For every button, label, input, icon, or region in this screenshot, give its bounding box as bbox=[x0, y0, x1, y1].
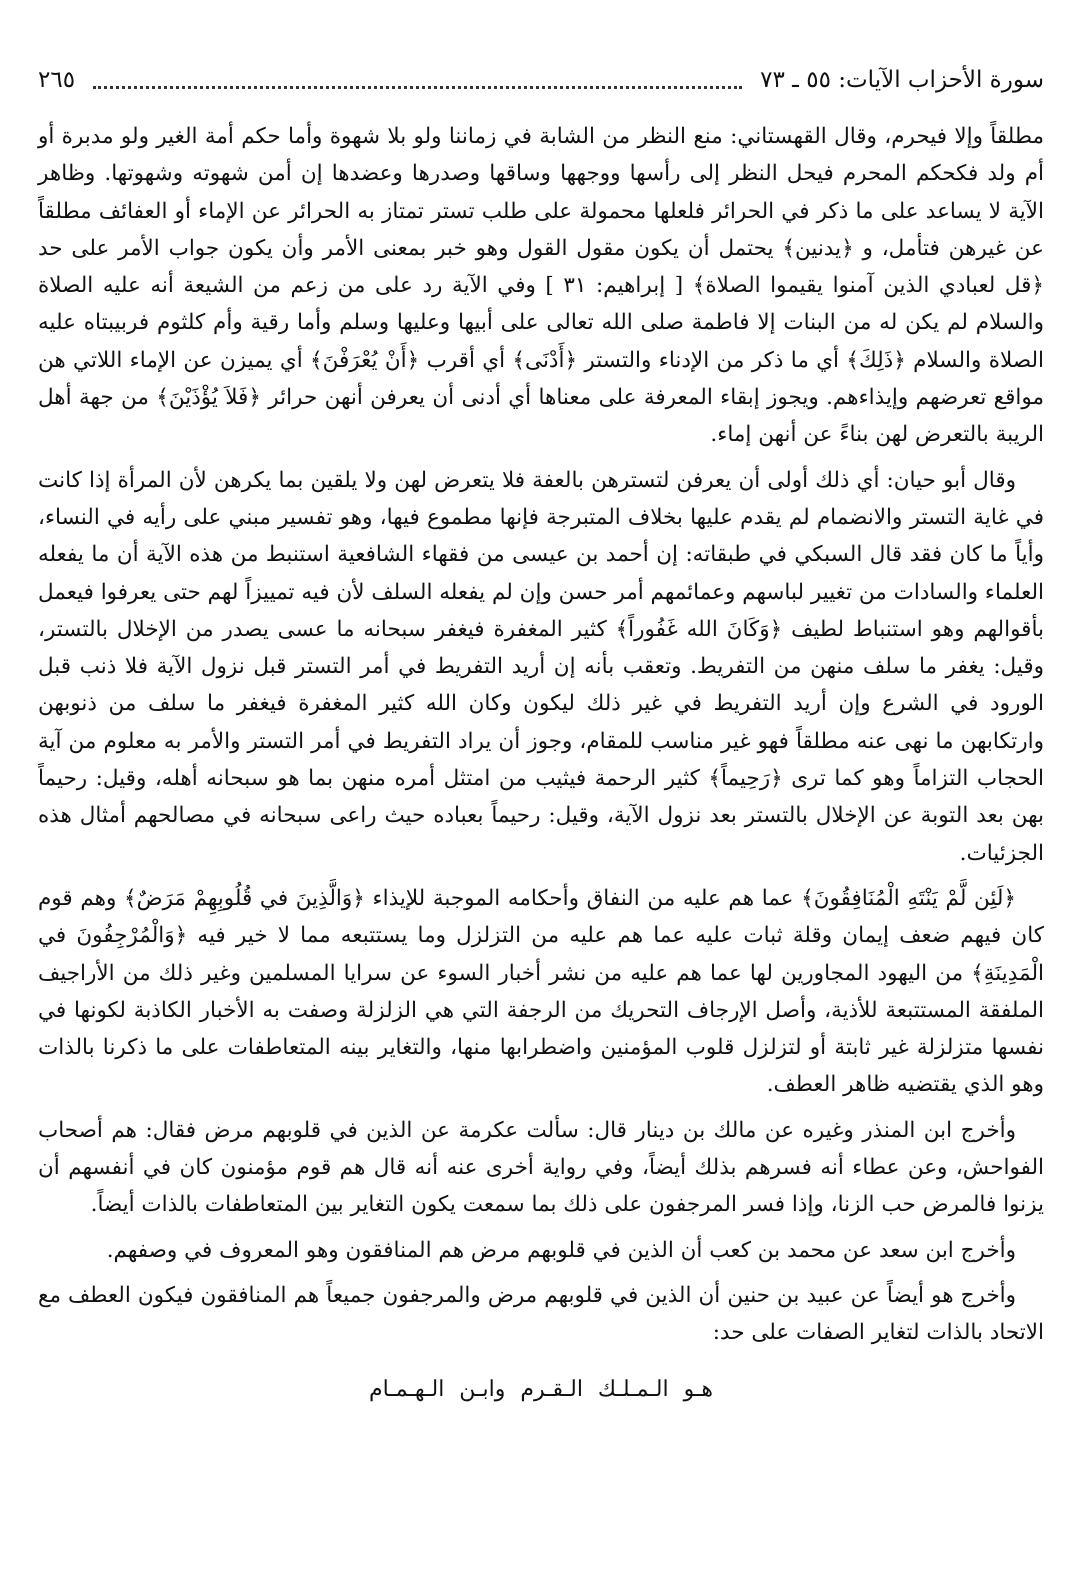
page-number: ٢٦٥ bbox=[38, 67, 76, 93]
paragraph-1: مطلقاً وإلا فيحرم، وقال القهستاني: منع النظر من الشابة في زماننا ولو بلا شهوة وأما حكم أمة الغير ولو مدبرة أو أم ولد فكحكم المحرم فيحل النظر إلى رأسها ووجهها وساقها وصدرها وعضدها إن أمن شهوته وشهوتها. وظاهر الآية لا يساعد على ما ذكر في الحرائر فلعلها محمولة على طلب تستر تمتاز به الحرائر عن الإماء أو العفائف مطلقاً عن غيرهن فتأمل، و ﴿يدنين﴾ يحتمل أن يكون مقول القول وهو خبر بمعنى الأمر وأن يكون جواب الأمر على حد ﴿قل لعبادي الذين آمنوا يقيموا الصلاة﴾ [ إبراهيم: ٣١ ] وفي الآية رد على من زعم من الشيعة أنه عليه الصلاة والسلام لم يكن له من البنات إلا فاطمة صلى الله تعالى على أبيها وعليها وسلم وأما رقية وأم كلثوم فربيبتاه عليه الصلاة والسلام ﴿ذَلِكَ﴾ أي ما ذكر من الإدناء والتستر ﴿أَدْنَى﴾ أي أقرب ﴿أَنْ يُعْرَفْنَ﴾ أي يميزن عن الإماء اللاتي هن مواقع تعرضهم وإيذاءهم. ويجوز إبقاء المعرفة على معناها أي أدنى أن يعرفن أنهن حرائر ﴿فَلاَ يُؤْذَيْنَ﴾ من جهة أهل الريبة بالتعرض لهن بناءً عن أنهن إماء. bbox=[38, 124, 1044, 448]
paragraph-3: ﴿لَئِن لَّمْ يَنْتَهِ الْمُنَافِقُونَ﴾ عما هم عليه من النفاق وأحكامه الموجبة للإيذاء ﴿وَالَّذِينَ في قُلُوبِهِمْ مَرَضٌ﴾ وهم قوم كان فيهم ضعف إيمان وقلة ثبات عليه عما هم عليه من التزلزل وما يستتبعه مما لا خير فيه ﴿وَالْمُرْجِفُونَ في الْمَدِينَةِ﴾ من اليهود المجاورين لها عما هم عليه من نشر أخبار السوء عن سرايا المسلمين وغير ذلك من الأراجيف الملفقة المستتبعة للأذية، وأصل الإرجاف التحريك من الرجفة التي هي الزلزلة وصفت به الأخبار الكاذبة لكونها في نفسها متزلزلة غير ثابتة أو لتزلزل قلوب المؤمنين واضطرابها منها، والتغاير بينه المتعاطفات على ما ذكرنا بالذات وهو الذي يقتضيه ظاهر العطف. bbox=[38, 885, 1044, 1098]
paragraph-4: وأخرج ابن المنذر وغيره عن مالك بن دينار قال: سألت عكرمة عن الذين في قلوبهم مرض فقال: هم أصحاب الفواحش، وعن عطاء أنه فسرهم بذلك أيضاً، وفي رواية أخرى عنه أنه قال هم قوم مؤمنون كان في أنفسهم أن يزنوا فالمرض حب الزنا، وإذا فسر المرجفون على ذلك بما سمعت يكون التغاير بين المتعاطفات بالذات أيضاً. bbox=[38, 1117, 1044, 1218]
poetry-verse: هـو الـمـلـك الـقـرم وابـن الـهـمـام bbox=[368, 1376, 714, 1402]
paragraph-6: وأخرج هو أيضاً عن عبيد بن حنين أن الذين في قلوبهم مرض والمرجفون جميعاً هم المنافقون فيكون العطف مع الاتحاد بالذات لتغاير الصفات على حد: bbox=[38, 1282, 1044, 1346]
header-dotted-leader bbox=[93, 72, 742, 89]
page-header bbox=[38, 58, 1044, 102]
paragraph-5: وأخرج ابن سعد عن محمد بن كعب أن الذين في قلوبهم مرض هم المنافقون وهو المعروف في وصفهم. bbox=[106, 1237, 1016, 1263]
running-title: سورة الأحزاب الآيات: ٥٥ ـ ٧٣ bbox=[760, 67, 1044, 93]
paragraph-2: وقال أبو حيان: أي ذلك أولى أن يعرفن لتسترهن بالعفة فلا يتعرض لهن ولا يلقين بما يكرهن لأن المرأة إذا كانت في غاية التستر والانضمام لم يقدم عليها بخلاف المتبرجة فإنها مطموع فيها، وهو تفسير مبني على رأيه في النساء، وأياً ما كان فقد قال السبكي في طبقاته: إن أحمد بن عيسى من فقهاء الشافعية استنبط من هذه الآية أن ما يفعله العلماء والسادات من تغيير لباسهم وعمائمهم أمر حسن وإن لم يفعله السلف لأن فيه تمييزاً لهم حتى يعرفوا فيعمل بأقوالهم وهو استنباط لطيف ﴿وَكَانَ الله غَفُوراً﴾ كثير المغفرة فيغفر سبحانه ما عسى يصدر من الإخلال بالتستر، وقيل: يغفر ما سلف منهن من التفريط. وتعقب بأنه إن أريد التفريط في أمر التستر قبل نزول الآية فلا ذنب قبل الورود في الشرع وإن أريد التفريط في غير ذلك ليكون وكان الله كثير المغفرة فيغفر ما سلف من ذنوبهن وارتكابهن ما نهى عنه مطلقاً فهو غير مناسب للمقام، وجوز أن يراد التفريط في أمر التستر والأمر به معلوم من آية الحجاب التزاماً وهو كما ترى ﴿رَحِيماً﴾ كثير الرحمة فيثيب من امتثل أمره منهن بما هو سبحانه أهله، وقيل: رحيماً بهن بعد التوبة عن الإخلال بالتستر بعد نزول الآية، وقيل: رحيماً بعباده حيث راعى سبحانه في مصالحهم أمثال هذه الجزئيات. bbox=[38, 467, 1044, 866]
book-page bbox=[38, 58, 1044, 1538]
